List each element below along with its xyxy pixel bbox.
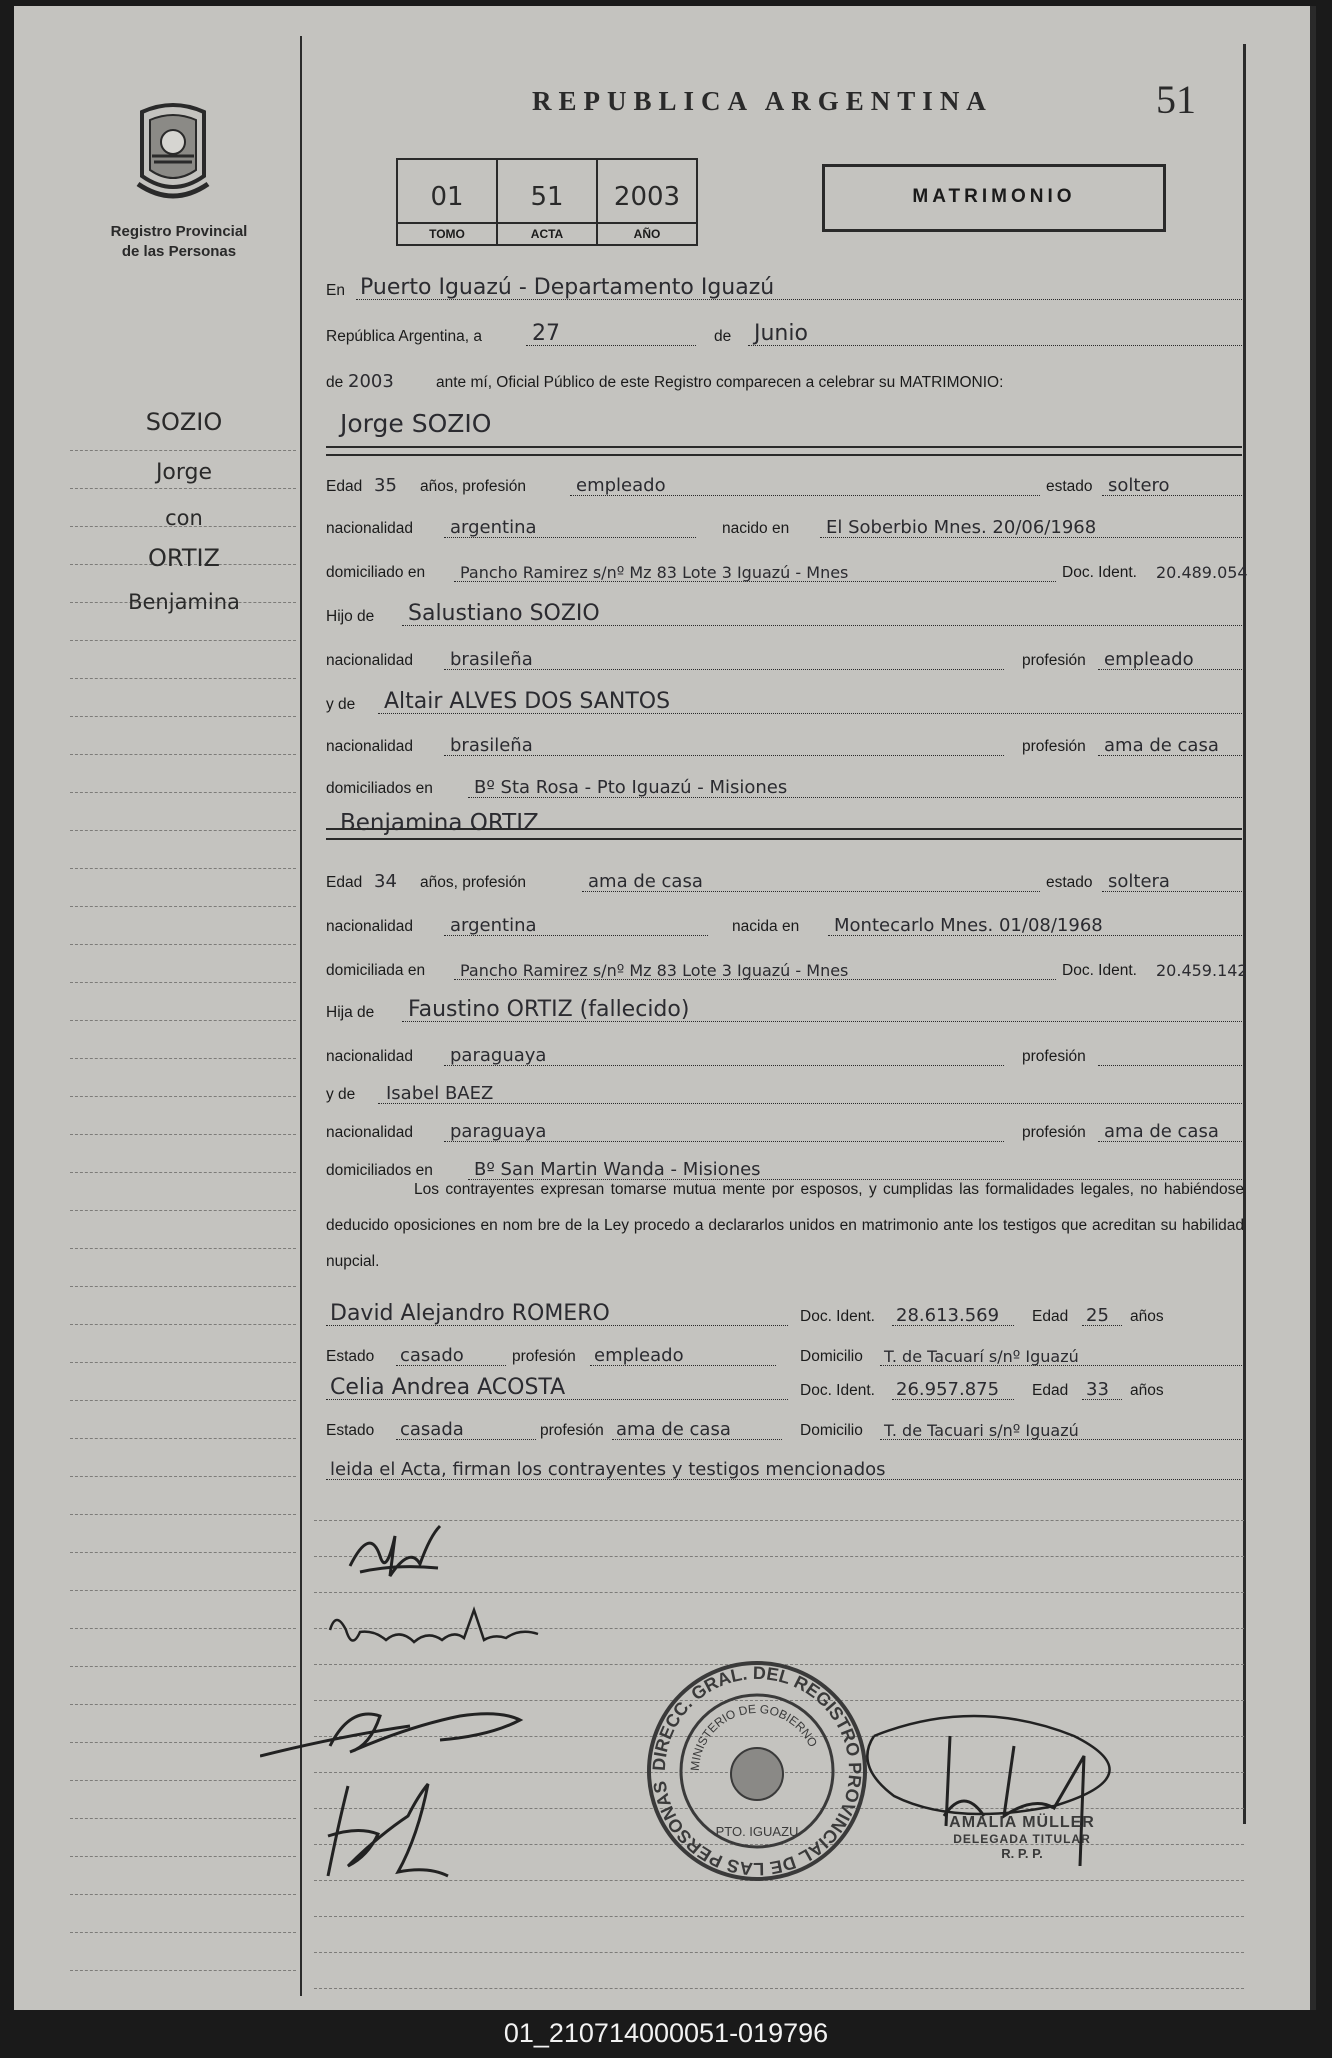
- bride-profession: ama de casa: [588, 871, 703, 892]
- profesion-label: profesión: [1022, 738, 1086, 755]
- republic-label: República Argentina, a: [326, 328, 482, 345]
- date-line: [326, 316, 1246, 350]
- registry-label-line2: de las Personas: [121, 243, 237, 260]
- fill-line: [748, 345, 1244, 346]
- groom-mother-nationality: brasileña: [450, 735, 533, 756]
- nacionalidad-label: nacionalidad: [326, 918, 414, 935]
- fill-line: [880, 1365, 1244, 1366]
- bride-name-line: [326, 806, 1246, 840]
- groom-nationality: argentina: [450, 517, 537, 538]
- nacionalidad-label: nacionalidad: [326, 652, 414, 669]
- witness-1-profession: empleado: [594, 1345, 684, 1366]
- profesion-label: profesión: [540, 1422, 604, 1439]
- ruled-line: [314, 1988, 1244, 1989]
- fill-line: [582, 891, 1040, 892]
- republic-title: REPUBLICA ARGENTINA: [532, 86, 993, 116]
- bride-address: Pancho Ramirez s/nº Mz 83 Lote 3 Iguazú - Mnes: [460, 961, 849, 980]
- profesion-label: profesión: [1022, 652, 1086, 669]
- bride-father-nationality-line: [326, 1036, 1246, 1070]
- y-de-label: y de: [326, 1086, 356, 1103]
- ruled-line: [70, 1248, 296, 1249]
- domiciliados-label: domiciliados en: [326, 1162, 433, 1179]
- acta-reference-box: [396, 158, 698, 246]
- bride-nationality: argentina: [450, 915, 537, 936]
- margin-conjunction: con: [165, 506, 203, 530]
- year-line: [326, 362, 1246, 396]
- tomo-cell: [398, 160, 498, 244]
- fill-line: [1098, 1141, 1244, 1142]
- ruled-line: [70, 678, 296, 679]
- ruled-line: [70, 792, 296, 793]
- tomo-label: TOMO: [398, 222, 496, 244]
- ruled-line: [70, 1286, 296, 1287]
- bride-age-line: [326, 862, 1246, 896]
- doc-ident-label: Doc. Ident.: [800, 1382, 875, 1399]
- ruled-line: [70, 1970, 296, 1971]
- ruled-line: [70, 1856, 296, 1857]
- nacida-en-label: nacida en: [732, 918, 800, 935]
- fill-line: [396, 1439, 536, 1440]
- domiciliado-label: domiciliado en: [326, 564, 426, 581]
- intro-text: ante mí, Oficial Público de este Registro comparecen a celebrar su MATRIMONIO:: [436, 374, 1004, 391]
- groom-profession: empleado: [576, 475, 666, 496]
- ruled-line: [314, 1916, 1244, 1917]
- official-office: R. P. P.: [1001, 1846, 1043, 1861]
- fill-line: [1082, 1399, 1122, 1400]
- ruled-line: [314, 1952, 1244, 1953]
- groom-parents-address: Bº Sta Rosa - Pto Iguazú - Misiones: [474, 777, 788, 798]
- bride-mother: Isabel BAEZ: [386, 1083, 494, 1104]
- place-line: [326, 270, 1246, 304]
- witness-1-address: T. de Tacuarí s/nº Iguazú: [884, 1347, 1079, 1366]
- groom-age: 35: [374, 475, 397, 496]
- doc-ident-label: Doc. Ident.: [1062, 962, 1137, 979]
- groom-nationality-line: [326, 508, 1246, 542]
- profesion-label: profesión: [1022, 1124, 1086, 1141]
- groom-address: Pancho Ramirez s/nº Mz 83 Lote 3 Iguazú - Mnes: [460, 563, 849, 582]
- ruled-line: [70, 906, 296, 907]
- groom-father-line: [326, 596, 1246, 630]
- bride-father: Faustino ORTIZ (fallecido): [408, 997, 690, 1022]
- bride-status: soltera: [1108, 871, 1170, 892]
- registry-label-line1: Registro Provincial: [110, 223, 248, 240]
- ruled-line: [70, 1134, 296, 1135]
- fill-line: [356, 299, 1244, 300]
- registry-label: [84, 222, 274, 262]
- bride-nationality-line: [326, 906, 1246, 940]
- fill-line: [402, 625, 1244, 626]
- separator: [326, 828, 1242, 830]
- bride-mother-profession: ama de casa: [1104, 1121, 1219, 1142]
- fill-line: [454, 979, 1056, 980]
- fill-line: [828, 935, 1244, 936]
- provincial-emblem-icon: [136, 98, 210, 208]
- place-location: Puerto Iguazú - Departamento Iguazú: [360, 275, 775, 300]
- ruled-line: [70, 1666, 296, 1667]
- margin-surname-2: ORTIZ: [148, 544, 220, 572]
- edad-label: Edad: [326, 874, 363, 891]
- witness-1-line: [326, 1296, 1246, 1330]
- doc-ident-label: Doc. Ident.: [800, 1308, 875, 1325]
- ruled-line: [70, 1172, 296, 1173]
- ruled-line: [70, 944, 296, 945]
- ruled-line: [70, 1058, 296, 1059]
- groom-doc: 20.489.054: [1156, 563, 1248, 582]
- witness-2-name: Celia Andrea ACOSTA: [330, 1375, 566, 1400]
- margin-name-1: Jorge: [155, 460, 213, 485]
- ruled-line: [314, 1556, 1244, 1557]
- ruled-line: [70, 1438, 296, 1439]
- fill-line: [1082, 1325, 1122, 1326]
- ruled-line: [70, 1400, 296, 1401]
- fill-line: [1102, 891, 1244, 892]
- stamp-bottom-text: PTO. IGUAZU: [715, 1824, 799, 1839]
- witness-2-detail-line: [326, 1410, 1246, 1444]
- page-number: 51: [1156, 77, 1196, 122]
- fill-line: [1098, 1065, 1244, 1066]
- fill-line: [820, 537, 1244, 538]
- acta-cell: [498, 160, 598, 244]
- fill-line: [612, 1439, 782, 1440]
- edad-label: Edad: [326, 478, 363, 495]
- groom-mother: Altair ALVES DOS SANTOS: [384, 689, 671, 714]
- official-name: AMALIA MÜLLER: [949, 1814, 1095, 1831]
- month-value: Junio: [754, 321, 808, 346]
- bride-doc: 20.459.142: [1156, 961, 1248, 980]
- margin-surname-1: SOZIO: [145, 408, 223, 436]
- bride-parents-address: Bº San Martin Wanda - Misiones: [474, 1159, 761, 1180]
- separator: [326, 454, 1242, 456]
- domicilio-label: Domicilio: [800, 1348, 863, 1365]
- groom-father-nationality-line: [326, 640, 1246, 674]
- anos-label: años: [1130, 1382, 1164, 1399]
- groom-birthplace: El Soberbio Mnes. 20/06/1968: [826, 517, 1097, 538]
- separator: [326, 838, 1242, 840]
- witness-1-detail-line: [326, 1336, 1246, 1370]
- closing-line: [326, 1450, 1246, 1484]
- nacionalidad-label: nacionalidad: [326, 1048, 414, 1065]
- bride-mother-nationality: paraguaya: [450, 1121, 547, 1142]
- hija-de-label: Hija de: [326, 1004, 375, 1021]
- estado-label: estado: [1046, 478, 1093, 495]
- ruled-line: [70, 754, 296, 755]
- signature-witness-1: [260, 1696, 560, 1766]
- groom-status: soltero: [1108, 475, 1170, 496]
- witness-1-name: David Alejandro ROMERO: [330, 1301, 610, 1326]
- de-label: de: [714, 328, 732, 345]
- margin-name-2: Benjamina: [128, 590, 240, 614]
- groom-name-line: [326, 408, 1246, 442]
- fill-line: [590, 1365, 776, 1366]
- profesion-label: profesión: [1022, 1048, 1086, 1065]
- bride-age: 34: [374, 871, 397, 892]
- witness-1-status: casado: [400, 1345, 464, 1366]
- ruled-line: [70, 1362, 296, 1363]
- ruled-line: [314, 1592, 1244, 1593]
- record-type-box: MATRIMONIO: [822, 164, 1166, 232]
- official-seal-stamp: [642, 1656, 872, 1886]
- separator: [326, 446, 1242, 448]
- year-cell: [598, 160, 696, 244]
- hijo-de-label: Hijo de: [326, 608, 375, 625]
- stamp-inner-text: MINISTERIO DE GOBIERNO: [687, 1701, 821, 1772]
- witness-2-age: 33: [1086, 1379, 1109, 1400]
- anos-profesion-label: años, profesión: [420, 478, 526, 495]
- ruled-line: [70, 1818, 296, 1819]
- nacionalidad-label: nacionalidad: [326, 738, 414, 755]
- fill-line: [1102, 495, 1244, 496]
- witness-2-status: casada: [400, 1419, 464, 1440]
- groom-address-line: [326, 552, 1246, 586]
- signature-bride: [324, 1600, 544, 1660]
- fill-line: [468, 797, 1244, 798]
- year-value: 2003: [613, 182, 681, 212]
- ruled-line: [70, 716, 296, 717]
- year-label: AÑO: [598, 222, 696, 244]
- ruled-line: [70, 982, 296, 983]
- fill-line: [454, 581, 1056, 582]
- bride-mother-nationality-line: [326, 1112, 1246, 1146]
- fill-line: [570, 495, 1040, 496]
- groom-age-line: [326, 466, 1246, 500]
- ruled-line: [70, 1894, 296, 1895]
- fill-line: [402, 1021, 1244, 1022]
- fill-line: [892, 1399, 1014, 1400]
- acta-label: ACTA: [498, 222, 596, 244]
- ruled-line: [70, 830, 296, 831]
- groom-father-nationality: brasileña: [450, 649, 533, 670]
- bride-mother-line: [326, 1074, 1246, 1108]
- ruled-line: [70, 1324, 296, 1325]
- ruled-line: [70, 1096, 296, 1097]
- estado-label: Estado: [326, 1348, 375, 1365]
- estado-label: Estado: [326, 1422, 375, 1439]
- ruled-line: [70, 868, 296, 869]
- anos-label: años: [1130, 1308, 1164, 1325]
- ruled-line: [70, 1780, 296, 1781]
- fill-line: [892, 1325, 1014, 1326]
- ruled-line: [70, 488, 296, 489]
- ruled-line: [70, 1514, 296, 1515]
- y-de-label: y de: [326, 696, 356, 713]
- domiciliados-label: domiciliados en: [326, 780, 433, 797]
- fill-line: [444, 1141, 1004, 1142]
- fill-line: [526, 345, 696, 346]
- bride-birthplace: Montecarlo Mnes. 01/08/1968: [834, 915, 1103, 936]
- estado-label: estado: [1046, 874, 1093, 891]
- de-year-label: de: [326, 374, 344, 391]
- bride-father-nationality: paraguaya: [450, 1045, 547, 1066]
- groom-mother-nationality-line: [326, 726, 1246, 760]
- fill-line: [326, 1399, 788, 1400]
- official-stamp-text: [942, 1814, 1102, 1861]
- en-label: En: [326, 282, 345, 299]
- ruled-line: [70, 1590, 296, 1591]
- fill-line: [444, 935, 708, 936]
- fill-line: [378, 713, 1244, 714]
- ruled-line: [70, 450, 296, 451]
- domiciliada-label: domiciliada en: [326, 962, 426, 979]
- profesion-label: profesión: [512, 1348, 576, 1365]
- groom-parents-address-line: [326, 768, 1246, 802]
- ruled-line: [70, 1476, 296, 1477]
- nacionalidad-label: nacionalidad: [326, 520, 414, 537]
- stamp-ring-text: DIRECC. GRAL. DEL REGISTRO PROVINCIAL DE LAS PERSONAS: [648, 1662, 866, 1880]
- doc-ident-label: Doc. Ident.: [1062, 564, 1137, 581]
- ruled-line: [70, 1552, 296, 1553]
- acta-value: 51: [530, 182, 564, 212]
- closing-note: leida el Acta, firman los contrayentes y testigos mencionados: [330, 1459, 886, 1480]
- ruled-line: [314, 1520, 1244, 1521]
- fill-line: [880, 1439, 1244, 1440]
- fill-line: [444, 669, 1004, 670]
- groom-father: Salustiano SOZIO: [408, 601, 600, 626]
- declaration-paragraph: Los contrayentes expresan tomarse mutua mente por esposos, y cumplidas las formalidades legales, no habiéndose deducido oposiciones en nom bre de la Ley procedo a declararlos unidos en matrimonio ante los testigos que acreditan su habilidad nupcial.: [326, 1181, 1244, 1270]
- tomo-value: 01: [430, 182, 464, 212]
- edad-label: Edad: [1032, 1382, 1069, 1399]
- domicilio-label: Domicilio: [800, 1422, 863, 1439]
- ruled-line: [70, 1210, 296, 1211]
- day-value: 27: [532, 321, 560, 346]
- fill-line: [1098, 669, 1244, 670]
- ruled-line: [70, 1932, 296, 1933]
- edad-label: Edad: [1032, 1308, 1069, 1325]
- witness-2-doc: 26.957.875: [896, 1379, 1000, 1400]
- nacido-en-label: nacido en: [722, 520, 790, 537]
- document-page: [14, 6, 1316, 2010]
- groom-mother-profession: ama de casa: [1104, 735, 1219, 756]
- fill-line: [1098, 755, 1244, 756]
- document-id-footer: 01_210714000051-019796: [503, 2018, 829, 2048]
- bride-name: Benjamina ORTIZ: [340, 810, 539, 836]
- fill-line: [444, 755, 1004, 756]
- fill-line: [326, 1479, 1244, 1480]
- nacionalidad-label: nacionalidad: [326, 1124, 414, 1141]
- signature-groom: [340, 1516, 450, 1586]
- anos-profesion-label: años, profesión: [420, 874, 526, 891]
- official-role: DELEGADA TITULAR: [953, 1832, 1091, 1846]
- ruled-line: [70, 1020, 296, 1021]
- groom-mother-line: [326, 684, 1246, 718]
- ruled-line: [70, 640, 296, 641]
- witness-2-line: [326, 1370, 1246, 1404]
- fill-line: [444, 537, 696, 538]
- fill-line: [326, 1325, 788, 1326]
- fill-line: [378, 1103, 1244, 1104]
- groom-father-profession: empleado: [1104, 649, 1194, 670]
- witness-1-doc: 28.613.569: [896, 1305, 1000, 1326]
- year-handwritten: 2003: [348, 371, 394, 392]
- witness-1-age: 25: [1086, 1305, 1109, 1326]
- fill-line: [396, 1365, 506, 1366]
- ruled-line: [70, 1628, 296, 1629]
- bride-father-line: [326, 992, 1246, 1026]
- fill-line: [444, 1065, 1004, 1066]
- bride-address-line: [326, 950, 1246, 984]
- witness-2-profession: ama de casa: [616, 1419, 731, 1440]
- signature-witness-2: [318, 1776, 458, 1886]
- groom-name: Jorge SOZIO: [340, 409, 492, 438]
- witness-2-address: T. de Tacuari s/nº Iguazú: [884, 1421, 1079, 1440]
